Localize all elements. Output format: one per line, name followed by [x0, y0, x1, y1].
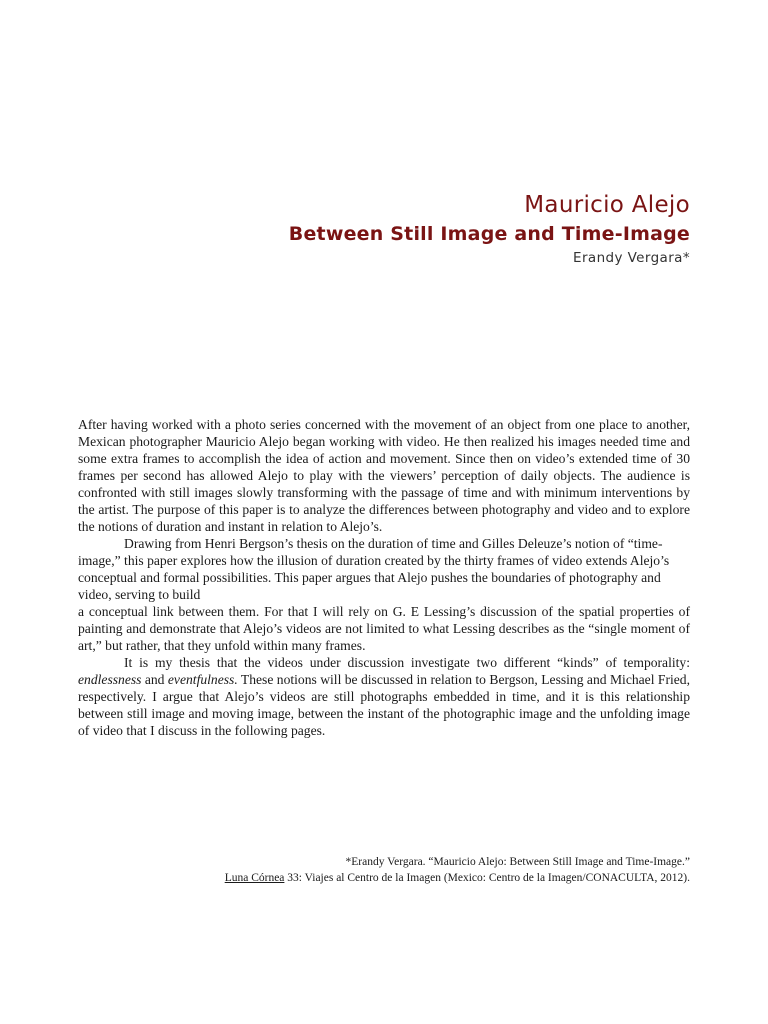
term-endlessness: endlessness — [78, 672, 142, 687]
paragraph-2a: Drawing from Henri Bergson’s thesis on the duration of time and Gilles Deleuze’s notion of “time-image,” this paper explores how the illusion of duration created by the thirty frames of video extends Alejo’s conceptual and formal possibilities. This paper argues that Alejo pushes the boundaries of photography and video, serving to build — [78, 536, 670, 602]
paper-title: Mauricio Alejo — [524, 192, 690, 218]
paragraph-1: After having worked with a photo series concerned with the movement of an object from one place to another, Mexican photographer Mauricio Alejo began working with video. He then realized his images needed time and some extra frames to accomplish the idea of action and movement. Since then on video’s extended time of 30 frames per second has allowed Alejo to play with the viewers’ perception of daily objects. The audience is confronted with still images slowly transforming with the passage of time and with minimum interventions by the artist. The purpose of this paper is to analyze the differences between photography and video and to explore the notions of duration and instant in relation to Alejo’s. — [78, 417, 690, 534]
paragraph-3-and: and — [144, 672, 165, 687]
footnote-line-2-rest: 33: Viajes al Centro de la Imagen (Mexico: Centro de la Imagen/CONACULTA, 2012). — [284, 872, 690, 884]
abstract-body — [78, 416, 690, 739]
footnote-line-1: *Erandy Vergara. “Mauricio Alejo: Between Still Image and Time-Image.” — [345, 856, 690, 868]
paragraph-3 — [78, 654, 690, 739]
footnote — [225, 854, 690, 886]
paragraph-2b: a conceptual link between them. For that I will rely on G. E Lessing’s discussion of the spatial properties of painting and demonstrate that Alejo’s videos are not limited to what Lessing describes as the “single moment of art,” but rather, that they unfold within many frames. — [78, 604, 690, 653]
paragraph-3-start: It is my thesis that the videos under discussion investigate two different “kinds” of temporality: — [124, 655, 690, 670]
journal-name: Luna Córnea — [224, 872, 285, 884]
title-block — [289, 190, 690, 268]
author-name: Erandy Vergara* — [573, 250, 690, 266]
term-eventfulness: eventfulness. — [167, 672, 238, 687]
paper-subtitle: Between Still Image and Time-Image — [288, 223, 690, 245]
footnote-line-2 — [225, 870, 690, 886]
paragraph-3-rest: These notions will be discussed in relation to Bergson, Lessing and Michael Fried, respectively. I argue that Alejo’s videos are still photographs embedded in time, and it is this relationship between still image and moving image, between the instant of the photographic image and the unfolding image of video that I discuss in the following pages. — [78, 672, 690, 738]
